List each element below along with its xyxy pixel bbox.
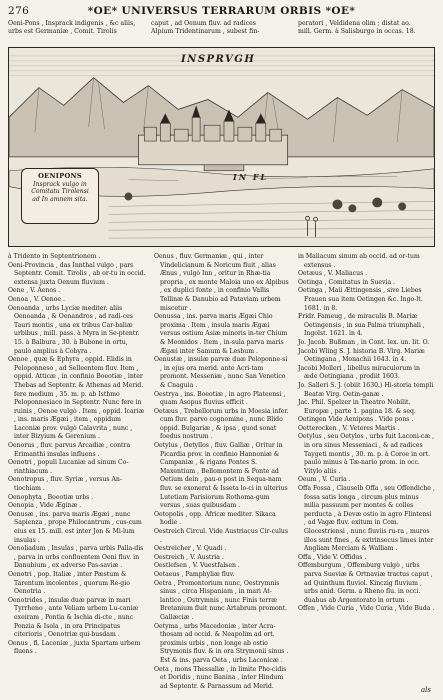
dictionary-entry: Jo. Jacob. Bußman , in Cont. lex. un. lit. O.	[298, 338, 430, 346]
text-column-2	[154, 253, 290, 690]
dictionary-entry: Jo. Salleri S. J. (obiit 1630.) Hi-storia templi Beatæ Virg. Oetin-ganæ .	[298, 381, 434, 398]
dictionary-entry: Oenoa , V. Oenoe .	[8, 295, 65, 303]
dictionary-entry: Oenopia , Vide Æginæ .	[8, 502, 82, 510]
dictionary-entry: Oetingen Vide Aenipons . Vide pons .	[298, 416, 414, 424]
dictionary-entry: Oenoliadum , Insulas , parva urbis Palla-dis , parva in urbs confluentem Oeni fluv. in Danubium , ex adverso Pas-saviæ .	[8, 545, 144, 570]
city-view-engraving	[8, 47, 435, 247]
dictionary-entry: Oenusæ , ins. parva maris Ægæi , nunc Sapienza , prope Philocantrum , cus-cum eius ex 15. mill. est inter Jon & Mi-lum insulas .	[8, 510, 142, 544]
dictionary-entry: Oenustæ , insulæ parvæ duæ Peloponne-si , in ejus ora merid. ante Acri-tam promont. Messeniæ , nunc San Venetico & Cnaguia .	[154, 356, 288, 389]
dictionary-entry: in Maliacum sinum ab occid. ad or-tum extensus .	[298, 253, 420, 269]
dictionary-entry: Oetæus , V. Maliacus .	[298, 270, 368, 278]
dictionary-entry: Oetaeus , Pamphyliæ fluv.	[154, 570, 235, 578]
cartouche-title: OENIPONS	[38, 172, 82, 180]
dictionary-entry: Oetinga , Maii Ættingensis , sive Liebes Frauen sua item Oetingen &c. Ingo-lt. 1681. in 8.	[298, 287, 423, 312]
dictionary-entry: Oestlefsen , V. Vuestfalsen .	[154, 562, 240, 570]
dictionary-entry: Oenoe , quæ & Ephyra , oppid. Elidis in Peloponneso , ad Selleentem fluv. Item , oppid. Atticæ , in confinio Boeotiæ , inter Thebas ad Septentr. & Athenas ad Merid. fere medium , 35. m. p. ab Isthmo Peloponnesiaco in Septentr. Nunc fere in ruinis , Oenoe vulgò . Item , oppid. Icariæ , ins. maris Ægæi , item , oppidum Laconiæ prov. vulgò Calavrita , nunc , inter Bizyium & Gerenium .	[8, 356, 145, 441]
dictionary-entry: Oenoanda , urbs Lyciæ mediter. aliis Oenoanda , & Oenandros , ad radi-ces Tauri montis , una ex tribus Car-baliæ urbibus , mill. pass. à Myra in Se-ptentr. 15. à Balbura , 30. à Bubone in ortu, paulò amplius à Cobyra .	[8, 304, 140, 355]
dictionary-entry: Fridr. Fameug , de miraculis B. Mariæ Oetingensis , in sua Palma triumphali , Ingolst. 1621. in 4.	[298, 313, 425, 338]
dictionary-entry: Oenotropus , fluv. Syriæ , versus An-tiochiam .	[8, 476, 122, 493]
text-line: caput , ad Oenum fluv. ad radices	[151, 20, 256, 27]
text-line: Alpium Tridentinarum , subest fin-	[151, 28, 260, 36]
dictionary-entry: Oenussa , ins. parva maris Ægæi Chio proxima . Item , insula maris Ægæi versus ostium Asiæ minoris in-ter Chium & Meonidos . Item , in-sula parva maris Ægæi inter Samum & Lesbum .	[154, 313, 288, 355]
cartouche-text: Insprack vulgo in Comitatu Tirolensi ad In amnem sita.	[31, 180, 89, 203]
dictionary-entry: Oetyma , urbs Macedoniæ , inter Acra-thosam ad occid. & Neapolim ad ort. proximis urbis , non longe ab ostio Strymonis fluv. & in ora Strymonii sinus . Est & ins. parva Oeta , urbs Laconicæ .	[154, 622, 289, 664]
text-column-1	[8, 253, 146, 681]
dictionary-entry: Oetylus , Oetyllos , fluv. Galliæ , Oritur in Picardia prov. in confinio Hannoniæ & Campaniæ , & rigans Pontes S. Maxentium , Bellomontem & Ponte ad Oetium dein , pau-o post in Sequa-nam fluv. se exonerat & Isseta lo-ci in ulterius Lutetiam Parisiorum Rothoma-gum versus , suas quibusdam .	[154, 442, 288, 510]
dictionary-entry: Oenotrides , insulæ duæ parvæ in mari Tyrrheno , ante Veliam urbem Lu-caniæ exeiram , Pontia & Ischia di-cte , nunc Ponzia & Isola , in ora Principatus citerioris , Oenotriæ qui-busdam .	[8, 596, 139, 639]
dictionary-entry: Oetterocken , V. Veteres Martis .	[298, 424, 400, 432]
text-line: peratori , Veldidena olim ; distat ao.	[298, 20, 411, 27]
running-title: *OE* UNIVERSUS TERRARUM ORBIS *OE*	[87, 5, 356, 17]
river-label: IN FL	[233, 172, 269, 182]
dictionary-entry: à Tridento in Septentrionem .	[8, 253, 101, 260]
dictionary-entry: Offa , Vide V. Offidus .	[298, 553, 367, 561]
dictionary-entry: Offemburgum , Offemburg vulgò , urbs parva Sueviæ & Ortnaviæ tractus caput , ad Quinthum fluviol. Kinczig fluvium , urbs anid. Germ. a Rheno flu. in occi. duabus ab Argentorato in ortum .	[298, 562, 433, 604]
dictionary-entry: Oeni-Provincia , das Innthal vulgo , pars Septentr. Comit. Tirolis , ab or-tu in occid. extensa juxta Oenum fluvium .	[8, 261, 146, 286]
dictionary-entry: Oestreich Circul. Vide Austriacus Cir-culus .	[154, 528, 289, 544]
dictionary-entry: Oetopolis , opp. Africæ mediter. Sikaca hodie .	[154, 510, 276, 527]
catchword: als	[420, 686, 431, 694]
dictionary-entry: Oetinga , Comitatus in Suevia .	[298, 278, 396, 286]
dictionary-entry: Oestreicher , V. Quadi .	[154, 545, 227, 553]
dictionary-entry: Oenotri , pop. Italiæ , inter Pæstum & Tarentum incolentes , quorum Re-gio Oenotria .	[8, 570, 130, 596]
dictionary-entry: Oenorus , fluv. parvus Arcadiæ , contra Erimanthi insulas influens .	[8, 442, 131, 458]
page-header	[6, 4, 437, 18]
dictionary-entry: Oeum , V. Curia .	[298, 476, 351, 484]
text-line: urbs est Germaniæ , Comit. Tirolis	[8, 28, 117, 36]
top-column-2	[151, 20, 289, 46]
dictionary-entry: Oestreich , V. Austria .	[154, 553, 224, 561]
dictionary-entry: Oeta , mons Thessaliæ , in limite Pho-cidis et Doridis , nunc Banina , inter Hindum ad Septentr. & Parnassum ad Merid.	[154, 665, 287, 690]
dictionary-entry: Jacobi Wling S. J. historia B. Virg. Mariæ Oetingana , Monachii 1643. in 4.	[298, 347, 425, 364]
dictionary-entry: Oenotri , populi Lucaniæ ad sinum Co-rinthiacum .	[8, 459, 129, 475]
top-column-3	[298, 20, 435, 46]
dictionary-entry: Oene , V. Aenos .	[8, 287, 61, 295]
dictionary-entry: Oenophyta , Boeotiæ urbs .	[8, 493, 94, 501]
dictionary-entry: Oetra , Promontorium nunc, Oestrymnis sinus , circa Hispaniam , in mari At-lantico , Ostrymnis , nunc Finis terræ Bretanium fluit nunc Artabrum promont. Gallæciæ .	[154, 579, 288, 621]
page-number: 276	[8, 5, 30, 17]
engraving-cartouche	[21, 168, 99, 224]
dictionary-entry: Offa Fossa , Clauselb Offa , seu Offendiche , fossa satis longa , circum plus minus milia passuum per montes & colles perducta , à Devæ ostio in agro Flintensi , ad Vagæ fluv. exitum in Com. Glocestriensi , nunc fluviis ru-ra , muros illos sunt fines , & extrinsecus limes inter Angliam Merciam & Walliam .	[298, 485, 435, 553]
text-line: Oeni-Pons , Insprack indigenis , &c aliis,	[8, 20, 136, 27]
dictionary-entry: Oenus , fluv. Germaniæ , qui , inter Vindelicianum & Noricum fluit , alias Ænus , vulgò Inn , oritur in Rhæ-tia propria , ex monte Maloia uno ex Alpibus , ex duplici fonte , in confinio Vallis Tellinæ & Danubio ad Pataviam urbem miscetur .	[154, 253, 289, 312]
dictionary-entry: Oetylus , seu Oetylos , urbs fuit Laconi-cæ , in ora sinus Messeniaci , & ad radices Taygeti montis , 30. m. p. à Coroe in ort. paulò minus à Tæ-nario prom. in occ. Vitylo aliis .	[298, 433, 435, 475]
dictionary-entry: Jacobi Molleri , libellus miraculorum in æde Oetingiana , prodiit 1603.	[298, 364, 420, 381]
dictionary-entry: Offen , Vide Curia , Vide Curia , Vide Buda .	[298, 605, 435, 613]
text-column-3	[298, 253, 435, 681]
engraving-banner: INSPRVGH	[181, 54, 256, 65]
dictionary-entry: Oenus , fl. Laconiæ , juxta Spartam urbem fluens .	[8, 639, 141, 656]
top-column-1	[8, 20, 142, 46]
text-line: mill. Germ. à Salisburgo in occas. 18.	[298, 28, 416, 36]
body-columns	[8, 253, 435, 690]
dictionary-entry: Oetæus , Trebellorum urbs in Moesia infer. cum fluv. parvo cognomine , nunc Blido oppid. Bulgariæ , & ipsa , quod sonat foedus nostrum .	[154, 407, 289, 441]
top-text-row	[8, 20, 435, 46]
dictionary-entry: Jac. Phil. Spelzer in Theatro Nobilit. Europæ , parte 1. pagina 18. & seq.	[298, 399, 416, 415]
dictionary-entry: Oestrya , ins. Boeotiæ , in agro Plateensi , quam Asopus fluvius efficit .	[154, 390, 286, 407]
